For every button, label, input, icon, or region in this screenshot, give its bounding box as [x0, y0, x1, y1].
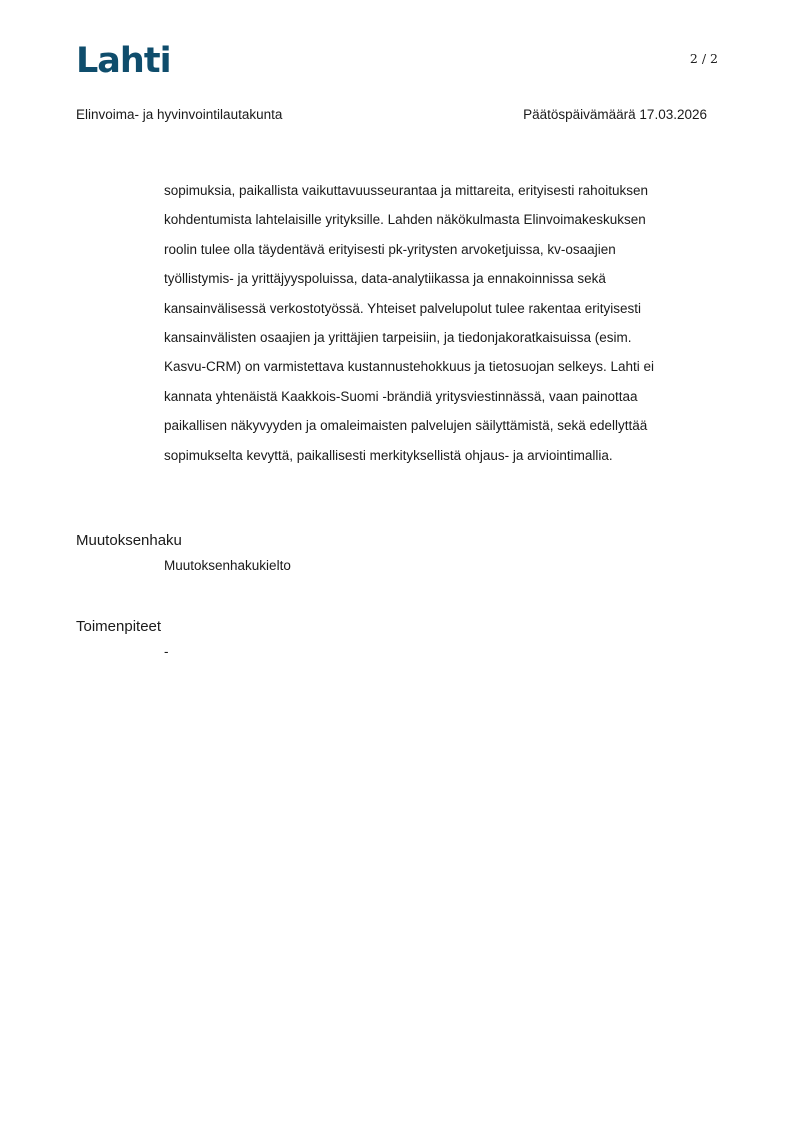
decision-date: Päätöspäivämäärä 17.03.2026 — [523, 107, 707, 122]
actions-heading: Toimenpiteet — [76, 618, 162, 635]
body-line: sopimuksia, paikallista vaikuttavuusseurantaa ja mittareita, erityisesti rahoituksen — [164, 183, 648, 198]
body-line: kansainvälisessä verkostotyössä. Yhteiset palvelupolut tulee rakentaa erityisesti — [164, 300, 642, 316]
body-line: kohdentumista lahtelaisille yrityksille. Lahden näkökulmasta Elinvoimakeskuksen — [164, 212, 646, 228]
body-text — [164, 176, 714, 470]
body-line: paikallisen näkyvyyden ja omaleimaisten palvelujen säilyttämistä, sekä edellyttää — [164, 418, 648, 434]
appeal-value: Muutoksenhakukielto — [164, 558, 291, 573]
body-line: työllistymis- ja yrittäjyyspoluissa, data-analytiikassa ja ennakoinnissa sekä — [164, 271, 606, 287]
appeal-heading: Muutoksenhaku — [76, 532, 182, 549]
body-line: Kasvu-CRM) on varmistettava kustannustehokkuus ja tietosuojan selkeys. Lahti ei — [164, 359, 654, 375]
page-number: 2 / 2 — [689, 51, 718, 66]
committee-name: Elinvoima- ja hyvinvointilautakunta — [76, 107, 283, 122]
body-line: kansainvälisten osaajien ja yrittäjien tarpeisiin, ja tiedonjakoratkaisuissa (esim. — [164, 330, 632, 346]
body-line: kannata yhtenäistä Kaakkois-Suomi -brändiä yritysviestinnässä, vaan painottaa — [164, 388, 638, 404]
body-line: sopimukselta kevyttä, paikallisesti merkityksellistä ohjaus- ja arviointimallia. — [164, 447, 613, 463]
body-line: roolin tulee olla täydentävä erityisesti pk-yritysten arvoketjuissa, kv-osaajien — [164, 241, 616, 257]
actions-value: - — [164, 644, 169, 659]
lahti-logo: Lahti — [76, 41, 171, 81]
